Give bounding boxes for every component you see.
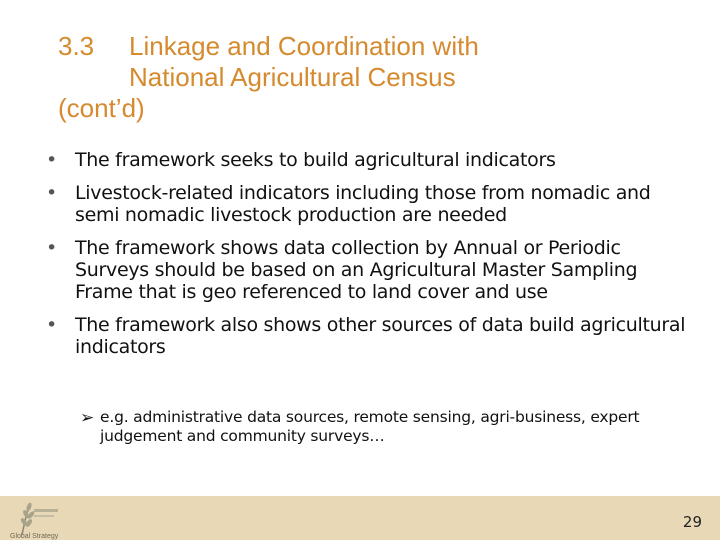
title-line-2 bbox=[58, 62, 678, 93]
bullet-item bbox=[28, 237, 688, 303]
bullet-dot-icon: • bbox=[46, 314, 57, 336]
bullet-dot-icon: • bbox=[46, 237, 57, 259]
title-text-2: National Agricultural Census bbox=[129, 62, 456, 92]
footer-bar bbox=[0, 496, 720, 540]
bullet-item bbox=[28, 182, 688, 226]
sub-bullet bbox=[80, 408, 640, 446]
bullet-text: The framework shows data collection by Annual or Periodic Surveys should be based on an Agricultural Master Sampling Frame that is geo referenced to land cover and use bbox=[75, 237, 638, 303]
bullet-dot-icon: • bbox=[46, 149, 57, 171]
bullet-list bbox=[28, 149, 688, 369]
sub-bullet-text: e.g. administrative data sources, remote sensing, agri-business, expert judgement and community surveys… bbox=[100, 408, 640, 445]
section-number: 3.3 bbox=[58, 31, 95, 61]
global-strategy-logo bbox=[8, 497, 64, 540]
svg-text:Global Strategy: Global Strategy bbox=[10, 533, 59, 540]
bullet-text: The framework seeks to build agricultural indicators bbox=[75, 149, 556, 171]
bullet-item bbox=[28, 314, 688, 358]
bullet-dot-icon: • bbox=[46, 182, 57, 204]
bullet-item bbox=[28, 149, 688, 171]
title-line-1 bbox=[58, 31, 678, 62]
bullet-text: Livestock-related indicators including those from nomadic and semi nomadic livestock production are needed bbox=[75, 182, 651, 226]
wheat-logo-icon bbox=[8, 497, 64, 540]
page-number: 29 bbox=[682, 513, 702, 531]
bullet-text: The framework also shows other sources of data build agricultural indicators bbox=[75, 314, 686, 358]
slide-title bbox=[58, 31, 678, 124]
title-line-3: (cont’d) bbox=[58, 93, 145, 123]
title-text-1: Linkage and Coordination with bbox=[129, 31, 479, 61]
arrow-bullet-icon: ➢ bbox=[80, 408, 95, 428]
